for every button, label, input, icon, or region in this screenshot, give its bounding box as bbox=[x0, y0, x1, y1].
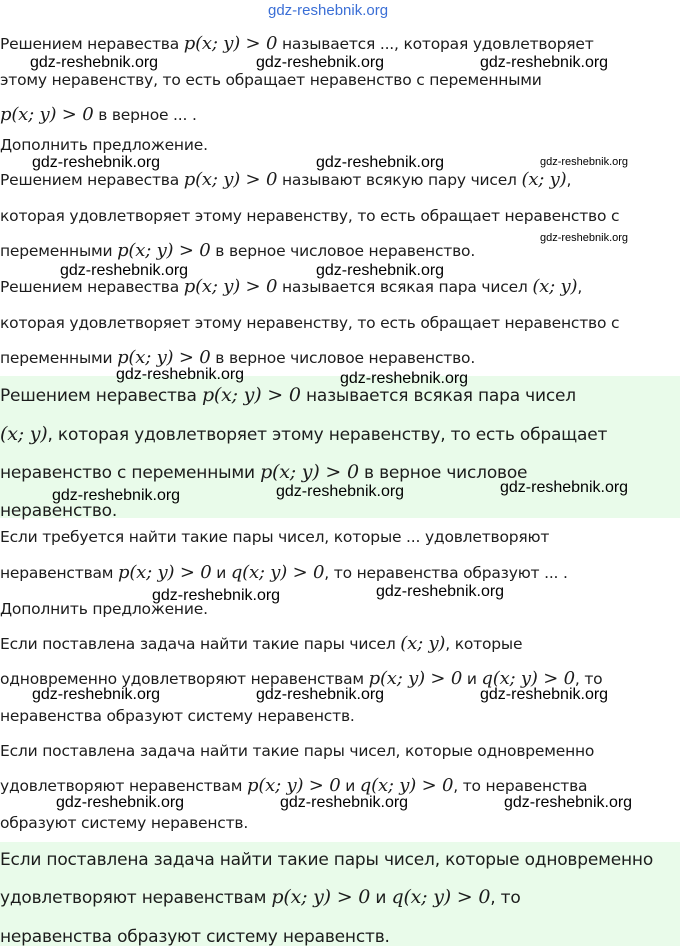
instruction-line: Дополнить предложение. bbox=[0, 136, 208, 154]
watermark: gdz-reshebnik.org bbox=[256, 686, 385, 703]
watermark: gdz-reshebnik.org bbox=[280, 794, 409, 811]
question-line bbox=[0, 33, 594, 55]
watermark: gdz-reshebnik.org bbox=[152, 587, 281, 604]
watermark: gdz-reshebnik.org bbox=[480, 54, 609, 71]
correct-answer-line: Если поставлена задача найти такие пары чисел, которые одновременно bbox=[0, 850, 654, 870]
inequality-math: p(x; y) > 0 bbox=[260, 461, 359, 483]
text: неравенство с переменными bbox=[0, 463, 255, 483]
inequality-math: p(x; y) > 0 bbox=[183, 169, 278, 190]
text: в верное числовое bbox=[364, 463, 528, 483]
text: Решением неравества bbox=[0, 171, 180, 189]
answer-line: неравенства образуют систему неравенств. bbox=[0, 707, 355, 725]
watermark: gdz-reshebnik.org bbox=[376, 583, 505, 600]
watermark: gdz-reshebnik.org bbox=[32, 686, 161, 703]
inequality-math: p(x; y) > 0 bbox=[368, 668, 463, 689]
watermark: gdz-reshebnik.org bbox=[60, 262, 189, 279]
inequality-math: q(x; y) > 0 bbox=[359, 775, 454, 796]
watermark-top: gdz-reshebnik.org bbox=[268, 2, 389, 19]
watermark: gdz-reshebnik.org bbox=[56, 794, 185, 811]
answer-line bbox=[0, 240, 475, 262]
answer-line: Если поставлена задача найти такие пары чисел, которые одновременно bbox=[0, 742, 595, 760]
text: называется всякая пара чисел bbox=[305, 386, 576, 406]
text: переменными bbox=[0, 242, 113, 260]
text: переменными bbox=[0, 349, 113, 367]
watermark: gdz-reshebnik.org bbox=[52, 487, 181, 504]
text: называется всякая пара чисел bbox=[281, 278, 528, 296]
text: , то bbox=[490, 888, 521, 908]
text: в верное числовое неравенство. bbox=[215, 349, 476, 367]
correct-answer-line: неравенство. bbox=[0, 501, 118, 521]
text: в верное числовое неравенство. bbox=[215, 242, 476, 260]
inequality-math: p(x; y) > 0 bbox=[118, 562, 212, 583]
inequality-math: p(x; y) > 0 bbox=[201, 384, 301, 406]
inequality-math: p(x; y) > 0 bbox=[271, 886, 371, 908]
correct-answer-line: неравенства образуют систему неравенств. bbox=[0, 927, 390, 947]
question-line bbox=[0, 104, 197, 126]
inequality-math: p(x; y) > 0 bbox=[183, 33, 278, 54]
text: , bbox=[577, 278, 583, 296]
inequality-math: p(x; y) > 0 bbox=[183, 276, 278, 297]
watermark: gdz-reshebnik.org bbox=[276, 483, 405, 500]
text: называется ..., которая удовлетворяет bbox=[281, 35, 594, 53]
pair-math: (x; y) bbox=[532, 276, 578, 297]
watermark: gdz-reshebnik.org bbox=[504, 794, 633, 811]
pair-math: (x; y) bbox=[521, 169, 567, 190]
text: Если поставлена задача найти такие пары чисел bbox=[0, 635, 396, 653]
pair-math: (x; y) bbox=[0, 423, 48, 445]
correct-answer-line bbox=[0, 460, 527, 485]
text: , то неравенства образуют ... . bbox=[324, 564, 568, 582]
correct-answer-line bbox=[0, 422, 607, 447]
watermark: gdz-reshebnik.org bbox=[316, 262, 445, 279]
text: , то bbox=[574, 670, 603, 688]
answer-line bbox=[0, 633, 522, 655]
text: неравенствам bbox=[0, 564, 114, 582]
inequality-math: p(x; y) > 0 bbox=[0, 104, 94, 125]
question-line: Если требуется найти такие пары чисел, которые ... удовлетворяют bbox=[0, 528, 550, 546]
correct-answer-line bbox=[0, 885, 521, 910]
text: Решением неравества bbox=[0, 278, 180, 296]
watermark: gdz-reshebnik.org bbox=[256, 54, 385, 71]
text: и bbox=[345, 777, 356, 795]
text: Решением неравества bbox=[0, 35, 180, 53]
watermark: gdz-reshebnik.org bbox=[480, 686, 609, 703]
text: и bbox=[466, 670, 477, 688]
answer-line: которая удовлетворяет этому неравенству, то есть обращает неравенство с bbox=[0, 314, 620, 332]
text: удовлетворяют неравенствам bbox=[0, 888, 267, 908]
inequality-math: p(x; y) > 0 bbox=[247, 775, 341, 796]
text: удовлетворяют неравенствам bbox=[0, 777, 243, 795]
text: , которая удовлетворяет этому неравенству, то есть обращает bbox=[47, 425, 608, 445]
question-line: этому неравенству, то есть обращает неравенство с переменными bbox=[0, 71, 542, 89]
watermark: gdz-reshebnik.org bbox=[32, 154, 161, 171]
text: Решением неравества bbox=[0, 386, 197, 406]
inequality-math: q(x; y) > 0 bbox=[481, 668, 575, 689]
watermark: gdz-reshebnik.org bbox=[30, 54, 159, 71]
text: и bbox=[375, 888, 387, 908]
inequality-math: p(x; y) > 0 bbox=[117, 240, 211, 261]
watermark: gdz-reshebnik.org bbox=[540, 232, 629, 244]
text: в верное ... . bbox=[98, 106, 197, 124]
watermark: gdz-reshebnik.org bbox=[500, 479, 629, 496]
text: одновременно удовлетворяют неравенствам bbox=[0, 670, 364, 688]
inequality-math: p(x; y) > 0 bbox=[117, 347, 211, 368]
question-line bbox=[0, 562, 568, 584]
inequality-math: q(x; y) > 0 bbox=[391, 886, 491, 908]
inequality-math: q(x; y) > 0 bbox=[230, 562, 325, 583]
text: , которые bbox=[445, 635, 523, 653]
watermark: gdz-reshebnik.org bbox=[340, 370, 469, 387]
watermark: gdz-reshebnik.org bbox=[540, 156, 629, 168]
answer-line bbox=[0, 169, 571, 191]
watermark: gdz-reshebnik.org bbox=[316, 154, 445, 171]
answer-line: которая удовлетворяет этому неравенству, то есть обращает неравенство с bbox=[0, 207, 620, 225]
text: , bbox=[566, 171, 572, 189]
answer-line: образуют систему неравенств. bbox=[0, 814, 249, 832]
text: , то неравенства bbox=[453, 777, 588, 795]
pair-math: (x; y) bbox=[400, 633, 446, 654]
instruction-line: Дополнить предложение. bbox=[0, 600, 208, 618]
text: называют всякую пару чисел bbox=[281, 171, 517, 189]
text: и bbox=[216, 564, 227, 582]
watermark: gdz-reshebnik.org bbox=[116, 366, 245, 383]
correct-answer-line bbox=[0, 383, 576, 408]
